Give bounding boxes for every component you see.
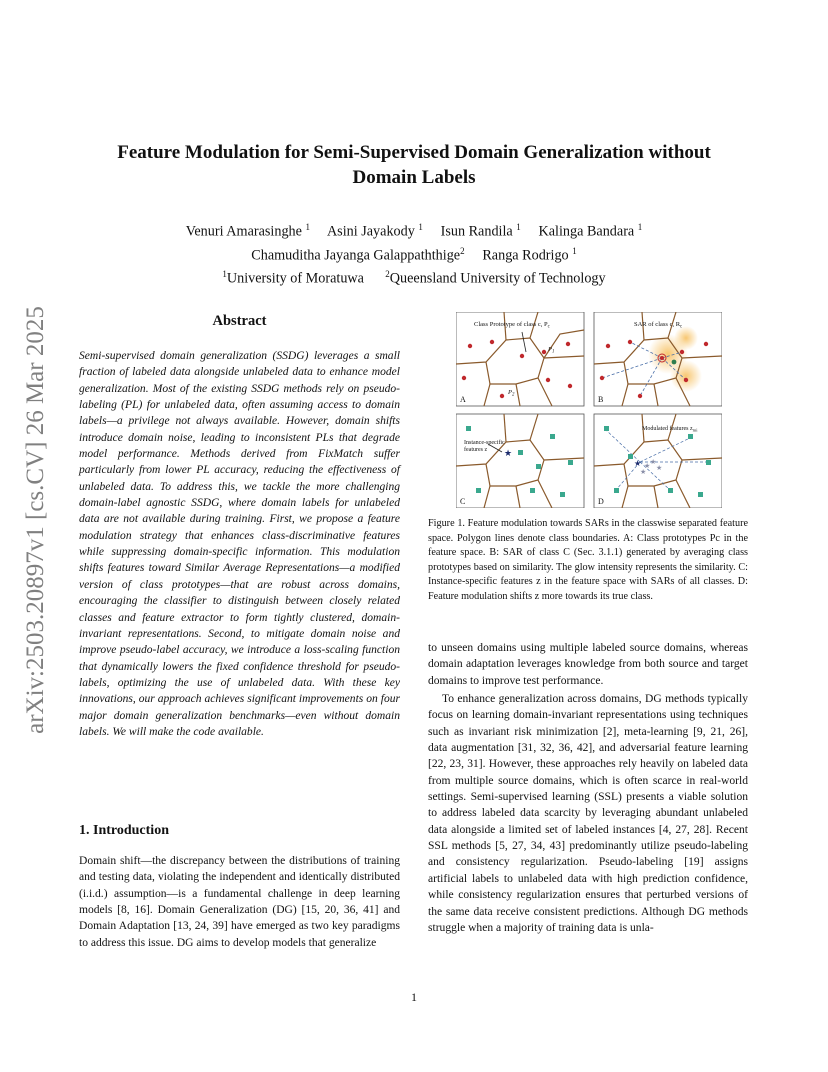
author-name: Asini Jayakody — [326, 223, 415, 240]
panel-c — [456, 414, 584, 508]
svg-text:B: B — [598, 395, 604, 404]
svg-text:★: ★ — [504, 449, 513, 459]
svg-text:Modulated features zmi: Modulated features $z_{mi}$ — [642, 426, 698, 433]
svg-text:SAR of class c, Rc: SAR of class c, $R_c$ — [634, 321, 683, 330]
panel-a — [456, 312, 584, 406]
figure-caption: Figure 1. Feature modulation towards SARs in the classwise separated feature space. Polygon lines denote class boundaries. A: Class prototypes Pc in the feature space. B: SAR of class C (Sec. 3.1.1) generated by averaging class prototypes based on similarity. The glow intensity represents the similarity. C: Instance-specific features z in the feature space with SARs of all classes. D: Feature modulation shifts z more towards its true class. — [428, 518, 748, 602]
panel-d — [594, 414, 722, 508]
arxiv-stamp: arXiv:2503.20897v1 [cs.CV] 26 Mar 2025 — [22, 306, 49, 734]
author-name: Ranga Rodrigo — [482, 247, 569, 264]
authors-line-2: Chamuditha Jayanga Galappaththige$^2$ Ranga Rodrigo $^1$ — [251, 245, 577, 264]
svg-text:A: A — [460, 395, 466, 404]
page-number: 1 — [411, 990, 417, 1004]
svg-text:P1: $P_1$ — [548, 346, 555, 355]
svg-text:★: ★ — [656, 464, 663, 472]
affiliation: University of Moratuwa — [226, 271, 364, 288]
abstract-text: Semi-supervised domain generalization (SSDG) leverages a small fraction of labeled data alongside unlabeled data to enhance model generalization. Most of the existing SSDG methods rely on pseudo-labeling (PL) for unlabeled data, often assuming access to domain labels—a privilege not always available. However, domain shifts introduce domain noise, leading to inconsistent PLs that degrade model performance. Methods derived from FixMatch suffer particularly from lower PL accuracy, reducing the effectiveness of unlabeled data. To address this, we tackle the more challenging domain-label agnostic SSDG, where domain labels for unlabeled data are not available during training. First, we propose a feature modulation strategy that enhances class-discriminative features while suppressing domain-specific information. This modulation shifts features toward Similar Average Representations—a modified version of class prototypes—that are robust across domains, encouraging the classifier to distinguish between closely related classes and feature extractor to form tightly clustered, domain-invariant representations. Second, to mitigate domain noise and improve pseudo-label accuracy, we introduce a loss-scaling function that dynamically lowers the fixed confidence threshold for pseudo-labels, optimizing the use of unlabeled data. With these key innovations, our approach achieves significant improvements on four major domain generalization benchmarks—even without domain labels. We will make the code available. — [79, 350, 400, 738]
title-line-2: Domain Labels — [352, 167, 476, 188]
abstract-heading: Abstract — [212, 313, 267, 329]
right-column — [428, 640, 748, 936]
author-name: Kalinga Bandara — [538, 223, 635, 240]
author-block — [90, 218, 738, 289]
author-name: Venuri Amarasinghe — [185, 223, 302, 240]
intro-paragraph: Domain shift—the discrepancy between the distributions of training and testing data, violating the independent and identically distributed (i.i.d.) assumption—is a fundamental challenge in deep learning models [8, 16]. Domain Generalization (DG) [15, 20, 36, 41] and Domain Adaptation [13, 24, 39] have emerged as two key paradigms to address this issue. DG aims to develop models that generalize — [79, 855, 400, 949]
svg-text:features z: features z — [464, 447, 488, 453]
svg-text:Class Prototype of class c, Pc: Class Prototype of class c, $P_c$ — [474, 321, 550, 330]
title-line-1: Feature Modulation for Semi-Supervised Domain Generalization without — [117, 142, 711, 163]
section-heading: 1. Introduction — [79, 823, 169, 838]
svg-text:★: ★ — [640, 468, 647, 476]
affiliation: Queensland University of Technology — [389, 271, 606, 288]
figure-1 — [456, 312, 722, 508]
svg-text:P2: $P_2$ — [508, 389, 515, 398]
author-name: Chamuditha Jayanga Galappaththige — [251, 247, 461, 264]
svg-text:D: D — [598, 497, 604, 506]
authors-line-1: Venuri Amarasinghe $^1$ Asini Jayakody $^1$ Isun Randila $^1$ Kalinga Bandara $^1$ — [185, 222, 643, 240]
paper-title — [90, 140, 738, 190]
right-paragraph-2: To enhance generalization across domains, DG methods typically focus on learning domain-invariant representations using techniques such as invariant risk minimization [2], meta-learning [9, 21, 26], data augmentation [31, 32, 36, 42], and adversarial feature learning [22, 23, 31]. However, these approaches rely heavily on labeled data from multiple source domains, which is often scarce in real-world settings. Semi-supervised learning (SSL) presents a viable solution to address labeled data scarcity by leveraging abundant unlabeled data alongside a limited set of labeled instances [4, 27, 28]. Recent SSL methods [5, 27, 34, 43] predominantly utilize pseudo-labeling and consistency regularization. Pseudo-labeling [19] assigns artificial labels to unlabeled data with high prediction confidence, while consistency regularization ensures that perturbed versions of the same data receive consistent predictions. Although DG methods struggle when a majority of training data is unla- — [428, 693, 748, 934]
svg-text:C: C — [460, 497, 466, 506]
affiliations-line: $^1$University of Moratuwa $^2$Queensland University of Technology — [222, 269, 606, 288]
svg-text:★: ★ — [634, 459, 642, 468]
svg-text:★: ★ — [650, 458, 657, 466]
author-name: Isun Randila — [440, 223, 513, 240]
right-paragraph-1: to unseen domains using multiple labeled source domains, whereas domain adaptation leverages knowledge from both source and target domains to improve test performance. — [428, 642, 748, 687]
panel-b — [594, 312, 722, 406]
svg-text:★: ★ — [644, 462, 651, 470]
svg-text:Instance-specific: Instance-specific — [464, 440, 505, 446]
